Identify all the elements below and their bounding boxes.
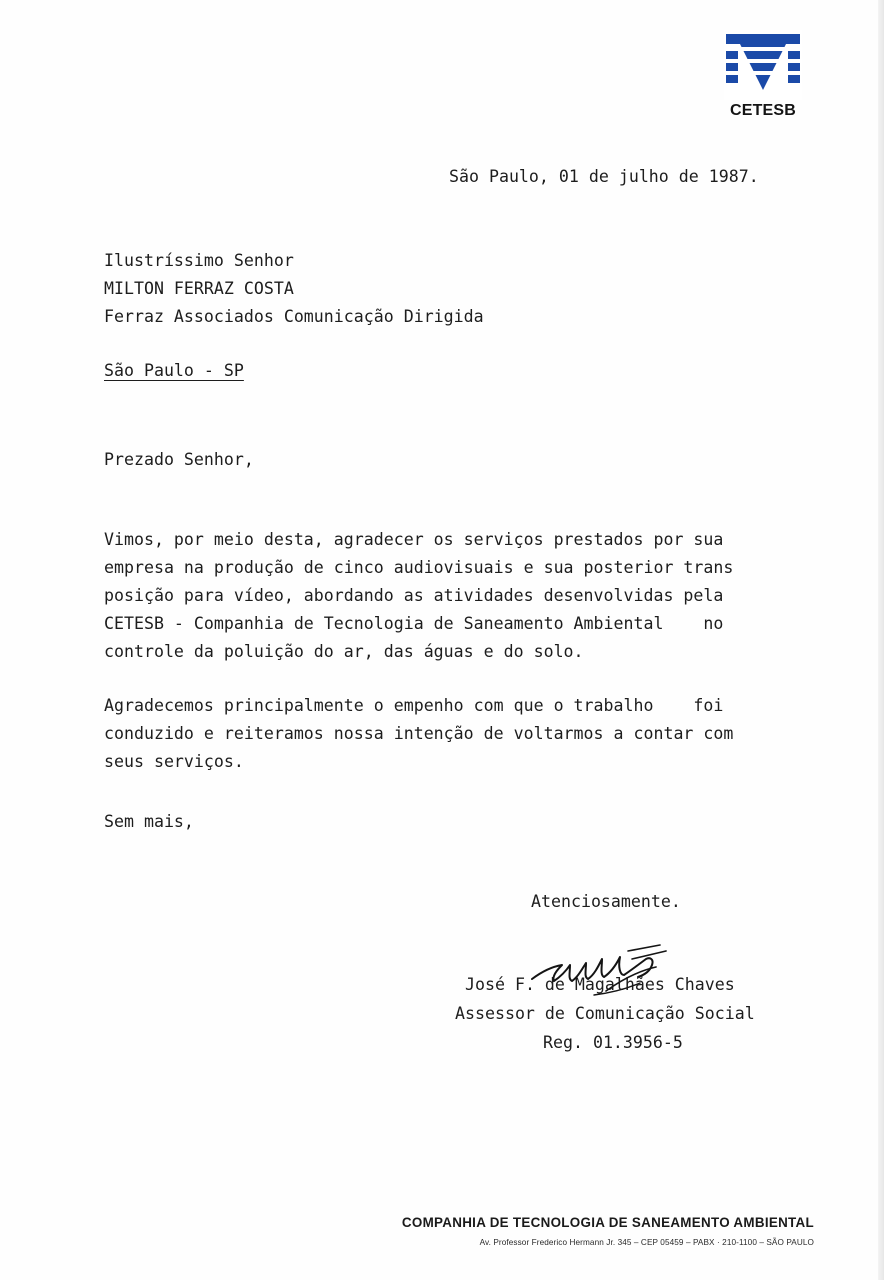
regards-line: Atenciosamente. bbox=[531, 892, 681, 911]
cetesb-logo bbox=[724, 30, 802, 119]
recipient-name: MILTON FERRAZ COSTA bbox=[104, 279, 294, 298]
recipient-company: Ferraz Associados Comunicação Dirigida bbox=[104, 307, 484, 326]
recipient-city: São Paulo - SP bbox=[104, 361, 244, 380]
recipient-block bbox=[104, 247, 484, 331]
paragraph-2 bbox=[104, 692, 733, 776]
paragraph-line: empresa na produção de cinco audiovisuais e sua posterior trans bbox=[104, 558, 734, 577]
signatory-name: José F. de Magalhães Chaves bbox=[465, 975, 735, 994]
paragraph-line: Agradecemos principalmente o empenho com que o trabalho foi bbox=[104, 696, 724, 715]
signatory-registration: Reg. 01.3956-5 bbox=[543, 1033, 683, 1052]
logo-wordmark: CETESB bbox=[729, 102, 797, 119]
recipient-honorific: Ilustríssimo Senhor bbox=[104, 251, 294, 270]
cetesb-logo-mark bbox=[724, 30, 802, 100]
letter-date: São Paulo, 01 de julho de 1987. bbox=[449, 167, 759, 186]
paragraph-1 bbox=[104, 526, 733, 666]
closing-line: Sem mais, bbox=[104, 812, 194, 831]
footer-company-name: COMPANHIA DE TECNOLOGIA DE SANEAMENTO AMBIENTAL bbox=[401, 1215, 814, 1230]
paragraph-line: CETESB - Companhia de Tecnologia de Saneamento Ambiental no bbox=[104, 614, 724, 633]
handwritten-signature bbox=[510, 937, 700, 1007]
footer-address: Av. Professor Frederico Hermann Jr. 345 – CEP 05459 – PABX · 210-1100 – SÃO PAULO bbox=[479, 1238, 814, 1247]
paragraph-line: posição para vídeo, abordando as atividades desenvolvidas pela bbox=[104, 586, 724, 605]
salutation: Prezado Senhor, bbox=[104, 450, 254, 469]
paragraph-line: controle da poluição do ar, das águas e do solo. bbox=[104, 642, 584, 661]
paragraph-line: conduzido e reiteramos nossa intenção de voltarmos a contar com bbox=[104, 724, 734, 743]
page-edge-shadow bbox=[878, 0, 884, 1280]
paragraph-line: Vimos, por meio desta, agradecer os serviços prestados por sua bbox=[104, 530, 724, 549]
paragraph-line: seus serviços. bbox=[104, 752, 244, 771]
signatory-title: Assessor de Comunicação Social bbox=[455, 1004, 755, 1023]
